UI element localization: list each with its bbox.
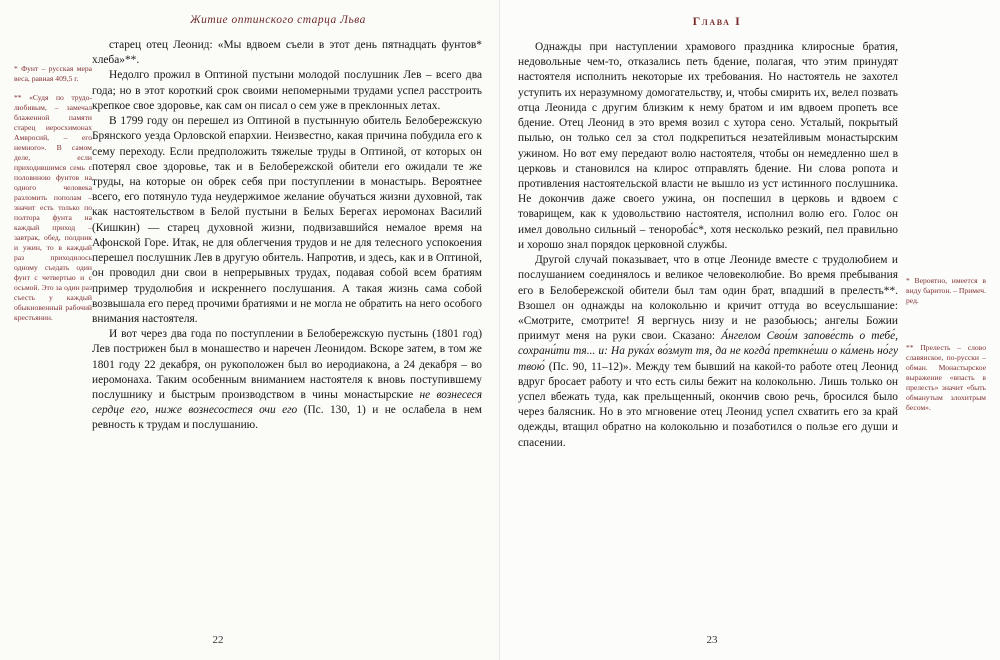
left-page-columns — [14, 38, 482, 434]
margin-note: ** «Судя по трудолюбивым, – замечал блаженной памяти старец иеросхимонах Амвросий, – его немного». В самом деле, если приходившимся семь с половиною фунтов на одного человека разломить пополам – значит есть только по полтора фунта на каждый приход – завтрак, обед, полдник и ужин, то в каждый раз приходилось одному съедать один фунт с четвертью и с осьмой. Это за один раз съесть у каждый обыкновенный рабочий крестьянин. — [14, 93, 92, 323]
margin-note: * Фунт – русская мера веса, равная 409,5 г. — [14, 64, 92, 84]
right-body-text — [518, 40, 898, 451]
page-right — [500, 0, 1000, 660]
paragraph: Недолго прожил в Оптиной пустыни молодой послушник Лев – всего два года; но в этот короткий срок своими непомерными трудами успел расстроить крепкое свое здоровье, как сам он писал о сем уже в преклонных летах. — [92, 69, 482, 112]
paragraph: старец отец Леонид: «Мы вдвоем съели в этот день пятнадцать фунтов* хлеба»**. — [92, 39, 482, 67]
left-body-text — [92, 38, 482, 434]
right-margin-notes — [898, 40, 986, 422]
folio-left: 22 — [212, 634, 224, 646]
paragraph: Другой случай показывает, что в отце Леониде вместе с трудолюбием и послушанием соединялось и великое человеколюбие. Во время пребывания его в Белобережской обители был там один брат, впадший в прелесть**. Взошел он однажды на колокольню и кричит оттуда во всеуслышание: «Смотрите, смотрите! Я вергнусь низу и не разобьюсь; ангелы Божии приимут меня на руки свои. Сказано: А́нгелом Свои́м запове́сть о тебе́, сохрани́ти тя... и: На рука́х во́змут тя, да не когда́ преткне́ши о ка́мень но́гу твою́ (Пс. 90, 11–12)». Между тем бывший на какой-то работе отец Леонид вдруг бросает работу и что есть силы бежит на колокольню. Лишь только он успел вбежать туда, как прельщенный, окончив свою речь, бросился было через балясник. Но в это мгновение отец Леонид успел схватить его за край одежды, втащил обратно на колокольню и позаботился о пользе его души и спасении. — [518, 254, 898, 449]
running-head-left: Житие оптинского старца Льва — [190, 14, 366, 26]
right-page-columns — [518, 40, 986, 451]
margin-note: * Вероятно, имеется в виду баритон. – Примеч. ред. — [906, 276, 986, 306]
paragraph: Однажды при наступлении храмового праздника клиросные братия, недовольные чем-то, отказались петь бдение, полагая, что этим принудят настоятеля исполнить некоторые их требования. Но настоятель не захотел уступить их неразумному домогательству, и, чтобы смирить их, велел позвать отца Леонида с другим близким к нему братом и им вдвоем пропеть все бдение. Отец Леонид в это время возил с хутора сено. Усталый, покрытый пылью, он только сел за стол подкрепиться незатейливым монастырским ужином. Но вот ему передают волю настоятеля, чтобы он немедленно шел в церковь и становился на клирос отправлять бдение. Ни слова ропота и противления настоятельской власти не вышло из уст истинного послушника. Не докончив даже своего ужина, он поспешил в церковь и вдвоем с товарищем, как к удовольствию настоятеля, исполнил волю его. Голос он имел довольно сильный – тенороба́с*, хотя несколько резкий, пел правильно и хорошо знал порядок церковной службы. — [518, 41, 898, 251]
left-margin-notes — [14, 38, 92, 332]
paragraph: И вот через два года по поступлении в Белобережскую пустынь (1801 год) Лев пострижен был в монашество и наречен Леонидом. Вскоре затем, в том же 1801 году 22 декабря, он рукоположен был во иеродиакона, а 24 декабря – во иеромонаха. Таким особенным вниманием настоятеля к вновь поступившему послушнику и быстрым производством в чины монастырские не вознесеся сердце его, ниже вознесостеся очи его (Пс. 130, 1) и не ослабела в нем ревность к трудам и послушанию. — [92, 328, 483, 432]
folio-right: 23 — [706, 634, 718, 646]
margin-note: ** Прелесть – слово славянское, по-русски – обман. Монастырское выражение «впасть в прелесть» значит «быть обманутым злохитрым бесом». — [906, 343, 986, 413]
chapter-head-right: Глава I — [692, 14, 742, 28]
paragraph: В 1799 году он перешел из Оптиной в пустынную обитель Белобережскую Брянского уезда Орловской епархии. Неизвестно, какая причина побудила его к сему переходу. Если предположить тяжелые труды в Оптиной, от которых он потерял свое здоровье, так и в Белобережской обители его ожидали те же труды, на которые он обрек себя при поступлении в монастырь. Вероятнее всего, его потянуло туда неудержимое желание обучаться жизни духовной, так как настоятельством в Белой пустыни в Белых Берегах иеромонах Василий (Кишкин) — старец духовной жизни, подвизавшийся немалое время на Афонской Горе. Итак, не для облегчения трудов и не для телесного успокоения перешел послушник Лев в другую обитель. Напротив, и здесь, как и в Оптиной, он проводил дни свои в непрерывных трудах, подавая собой всем братиям пример трудолюбия и искреннего послушания. А такая жизнь сама собой возвышала его перед прочими братиями и не могла не обратить на него особого внимания настоятеля. — [92, 115, 482, 325]
